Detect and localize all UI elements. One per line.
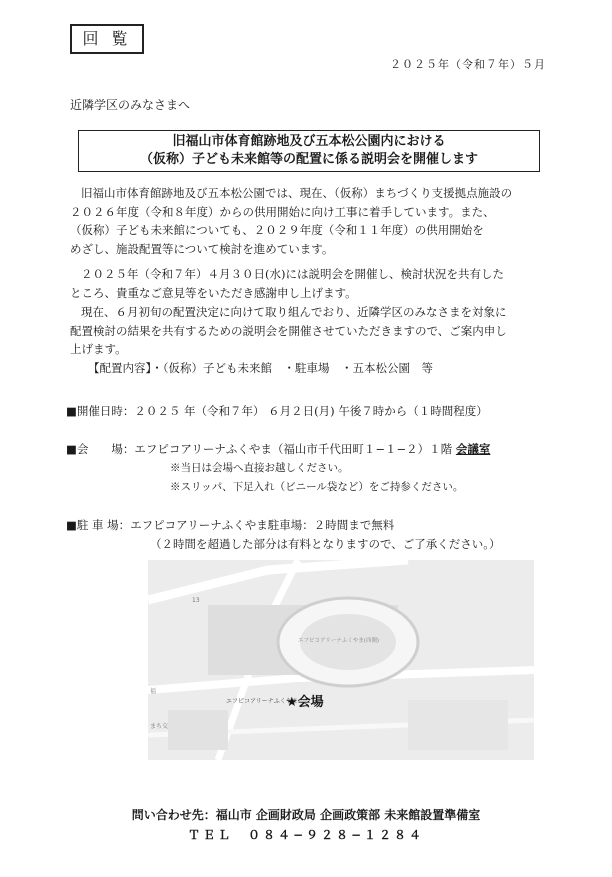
map-building-small-label: エフピコアリーナふくやま bbox=[226, 698, 298, 705]
paragraph-line: 上げます。 bbox=[70, 342, 127, 356]
circulation-stamp: 回 覧 bbox=[70, 24, 144, 54]
map-block bbox=[408, 700, 508, 750]
schedule-row bbox=[66, 402, 488, 420]
venue-map bbox=[148, 560, 534, 760]
map-building-label: エフピコアリーナふくやま(西側) bbox=[298, 638, 380, 644]
issue-date: ２０２５年（令和７年）５月 bbox=[390, 58, 546, 71]
parking-label: ■駐 車 場： bbox=[66, 518, 131, 532]
paragraph-line: 配置検討の結果を共有するための説明会を開催させていただきますので、ご案内申し bbox=[70, 323, 507, 338]
paragraph-line: ２０２５年（令和７年）４月３０日(水)には説明会を開催し、検討状況を共有した bbox=[81, 267, 504, 281]
venue-value: エフピコアリーナふくやま（福山市千代田町１−１−２）１階 bbox=[134, 442, 453, 456]
contact-phone: ＴＥＬ ０８４−９２８−１２８４ bbox=[187, 828, 425, 842]
paragraph-announcement bbox=[70, 303, 550, 359]
venue-note-slippers: ※スリッパ、下足入れ（ビニール袋など）をご持参ください。 bbox=[170, 481, 464, 493]
greeting: 近隣学区のみなさまへ bbox=[70, 98, 191, 112]
venue-room: 会議室 bbox=[455, 442, 491, 456]
venue-marker: ★会場 bbox=[286, 695, 324, 710]
paragraph-line: めざし、施設配置等について検討を進めています。 bbox=[70, 241, 334, 256]
paragraph-previous-session bbox=[70, 265, 550, 302]
parking-note: （２時間を超過した部分は有料となりますので、ご了承ください。） bbox=[150, 537, 501, 551]
title-line-1: 旧福山市体育館跡地及び五本松公園内における bbox=[172, 134, 446, 149]
map-left-label: 福 bbox=[150, 688, 157, 695]
paragraph-line: ２０２６年度（令和８年度）からの供用開始に向け工事に着手しています。また、 bbox=[70, 204, 495, 219]
paragraph-line: 旧福山市体育館跡地及び五本松公園では、現在、（仮称）まちづくり支援拠点施設の bbox=[81, 186, 513, 200]
contact-department: 問い合わせ先：福山市 企画財政局 企画政策部 未来館設置準備室 bbox=[131, 808, 481, 822]
parking-row bbox=[66, 516, 394, 534]
schedule-label: ■開催日時： bbox=[66, 404, 135, 418]
venue-note-direct: ※当日は会場へ直接お越しください。 bbox=[170, 462, 349, 474]
parking-value: エフピコアリーナふくやま駐車場：２時間まで無料 bbox=[130, 518, 395, 532]
map-block bbox=[168, 710, 228, 750]
layout-contents: 【配置内容】・（仮称）子ども未来館 ・駐車場 ・五本松公園 等 bbox=[88, 361, 433, 375]
map-left-label-2: まち交 bbox=[150, 723, 169, 730]
title-line-2: （仮称）子ども未来館等の配置に係る説明会を開催します bbox=[139, 152, 478, 167]
paragraph-line: （仮称）子ども未来館についても、２０２９年度（令和１１年度）の供用開始を bbox=[70, 223, 484, 237]
map-route-label: 13 bbox=[192, 597, 200, 604]
document-title bbox=[78, 130, 540, 172]
venue-row bbox=[66, 440, 490, 458]
map-graphic bbox=[148, 560, 534, 760]
schedule-value: ２０２５ 年（令和７年） ６月２日(月) 午後７時から（１時間程度） bbox=[134, 404, 488, 418]
paragraph-line: ところ、貴重なご意見等をいただき感謝申し上げます。 bbox=[70, 285, 357, 300]
venue-label: ■会 場： bbox=[66, 442, 135, 456]
paragraph-line: 現在、６月初旬の配置決定に向けて取り組んでおり、近隣学区のみなさまを対象に bbox=[81, 305, 507, 319]
paragraph-intro bbox=[70, 184, 550, 258]
